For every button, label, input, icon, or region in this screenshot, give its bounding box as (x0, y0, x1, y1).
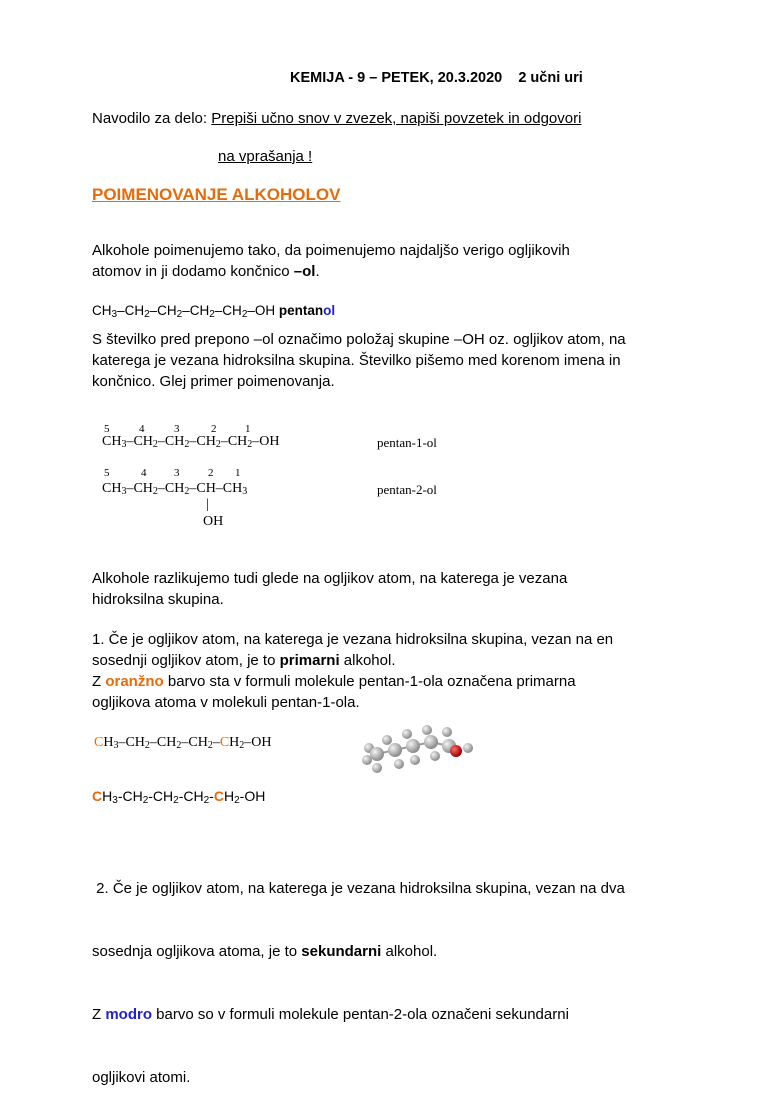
explain-line-3: končnico. Glej primer poimenovanja. (92, 373, 335, 390)
instruction-label: Navodilo za delo: (92, 110, 212, 127)
hydroxyl-group: OH (203, 514, 224, 529)
primary-line-3: Z oranžno barvo sta v formuli molekule pentan-1-ola označena primarna (92, 673, 576, 690)
distinguish-line-2: hidroksilna skupina. (92, 591, 224, 608)
intro-text: atomov in ji dodamo končnico (92, 263, 294, 280)
secondary-line-3: Z modro barvo so v formuli molekule pentan-2-ola označeni sekundarni (92, 1006, 569, 1023)
carbon-number: 1 (245, 423, 251, 435)
molecule-model-image (355, 722, 480, 780)
primary-alcohol-paragraph (92, 629, 613, 713)
color-word-orange: oranžno (105, 673, 164, 690)
formula-pentan-1-ol: $CH_3-CH_2-CH_2-CH_2-CH_2-OH$ (102, 434, 280, 450)
term-primarni: primarni (279, 652, 340, 669)
color-word-blue: modro (105, 1006, 153, 1023)
bond-line: | (206, 497, 209, 512)
carbon-number: 3 (174, 467, 180, 479)
intro-line-2 (92, 261, 570, 282)
primary-carbon: C (94, 735, 104, 750)
explain-line-2: katerega je vezana hidroksilna skupina. Številko pišemo med korenom imena in (92, 352, 621, 369)
name-suffix: ol (323, 303, 336, 318)
primary-line-4: ogljikova atoma v molekuli pentan-1-ola. (92, 694, 360, 711)
name-pentan-2-ol: pentan-2-ol (377, 482, 437, 497)
carbon-number: 1 (235, 467, 241, 479)
section-heading: POIMENOVANJE ALKOHOLOV (92, 185, 341, 204)
term-sekundarni: sekundarni (301, 943, 382, 960)
primary-line-2: sosednji ogljikov atom, je to primarni alkohol. (92, 652, 396, 669)
carbon-number: 2 (211, 423, 217, 435)
example-formula-pentanol: $CH_3-CH_2-CH_2-CH_2-CH_2-OH$ pentanol (92, 303, 336, 320)
primary-carbon: C (92, 788, 103, 804)
instruction-line (92, 108, 581, 129)
explain-line-1: S številko pred prepono –ol označimo položaj skupine –OH oz. ogljikov atom, na (92, 331, 626, 348)
intro-line-1: Alkohole poimenujemo tako, da poimenujemo najdaljšo verigo ogljikovih (92, 242, 570, 259)
suffix-ol: –ol (293, 263, 316, 280)
carbon-number: 5 (104, 423, 110, 435)
carbon-number: 2 (208, 467, 214, 479)
secondary-alcohol-paragraph (92, 836, 625, 1109)
instruction-text: Prepiši učno snov v zvezek, napiši povzetek in odgovori (211, 110, 582, 127)
explanation-paragraph (92, 329, 626, 392)
distinguish-line-1: Alkohole razlikujemo tudi glede na ogljikov atom, na katerega je vezana (92, 570, 568, 587)
intro-period: . (315, 263, 320, 280)
carbon-number: 4 (139, 423, 145, 435)
carbon-number: 4 (141, 467, 147, 479)
name-pentan-1-ol: pentan-1-ol (377, 435, 437, 450)
name-root: pentan (278, 303, 324, 318)
primary-line-1: 1. Če je ogljikov atom, na katerega je vezana hidroksilna skupina, vezan na en (92, 631, 614, 648)
secondary-line-2: sosednja ogljikova atoma, je to sekundarni alkohol. (92, 943, 438, 960)
formula-pentan-2-ol: $CH_3-CH_2-CH_2-CH-CH_3$ (102, 481, 248, 497)
secondary-line-4: ogljikovi atomi. (92, 1069, 191, 1086)
distinguish-paragraph (92, 568, 567, 610)
carbon-number: 5 (104, 467, 110, 479)
carbon-number: 3 (174, 423, 180, 435)
primary-carbon: C (219, 735, 230, 750)
formula-primary-highlighted: $CH_3-CH_2-CH_2-CH_2-CH_2-OH$ (94, 735, 272, 751)
intro-paragraph (92, 240, 570, 282)
formula-primary-plain: $CH_3-CH_2-CH_2-CH_2-CH_2-OH$ (92, 788, 266, 806)
document-title: KEMIJA - 9 – PETEK, 20.3.2020 2 učni uri (290, 70, 583, 86)
instruction-text-continued: na vprašanja ! (218, 148, 313, 165)
primary-carbon: C (213, 788, 224, 804)
secondary-line-1: 2. Če je ogljikov atom, na katerega je vezana hidroksilna skupina, vezan na dva (92, 880, 625, 897)
